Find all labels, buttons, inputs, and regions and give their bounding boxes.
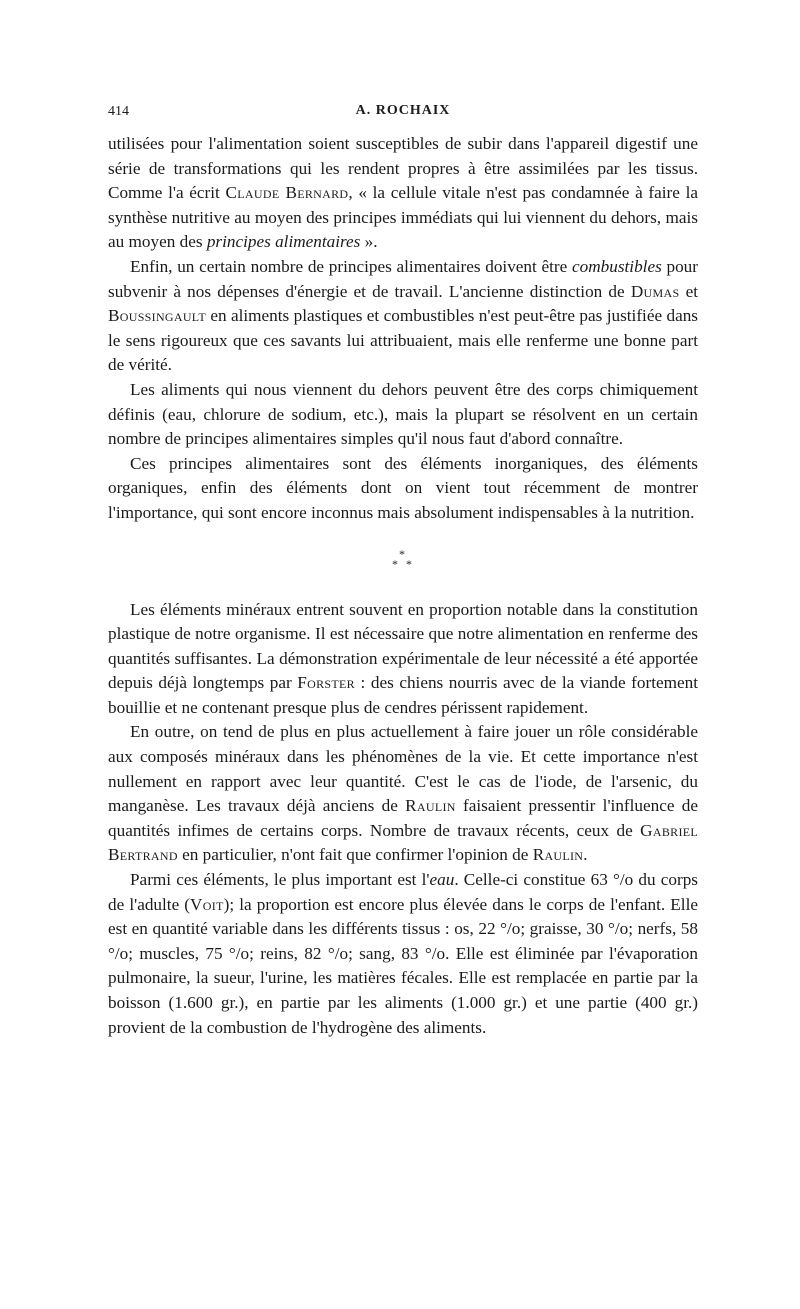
emphasis: combustibles xyxy=(572,256,662,276)
asterism-divider xyxy=(108,526,698,598)
paragraph xyxy=(108,720,698,868)
page-header xyxy=(108,100,698,132)
author-name: Voit xyxy=(190,894,224,914)
text-run: pour subvenir à nos dépenses d'énergie et de travail. L'ancienne distinction de xyxy=(108,256,698,301)
asterism-star: * xyxy=(406,556,412,571)
paragraph: Les aliments qui nous viennent du dehors peuvent être des corps chimiquement définis (eau, chlorure de sodium, etc.), mais la plupart se résolvent en un certain nombre de principes alimentaires simples qu'il nous faut d'abord connaître. xyxy=(108,379,698,449)
paragraph xyxy=(108,598,698,721)
page-number: 414 xyxy=(108,104,129,119)
emphasis: eau xyxy=(429,870,455,890)
paragraph xyxy=(108,255,698,378)
text-run: en aliments plastiques et combustibles n'est peut-être pas justifiée dans le sens rigoureux que ces savants lui attribuaient, mais elle renferme une bonne part de vérité. xyxy=(108,306,698,375)
running-head: A. ROCHAIX xyxy=(355,103,451,118)
text-run: En outre, on tend de plus en plus actuellement à faire jouer un rôle considérable aux composés minéraux dans les phénomènes de la vie. Et cette importance n'est nullement en rapport avec leur quantité. C'est le cas de l'iode, de l'arsenic, du manganèse. Les travaux déjà anciens de xyxy=(108,722,698,816)
text-run: ». xyxy=(360,232,378,252)
paragraph xyxy=(108,868,698,1040)
text-run: . xyxy=(583,845,588,865)
text-run: faisaient pressentir l'influence de quantités infimes de certains corps. Nombre de travaux récents, ceux de xyxy=(108,796,698,840)
emphasis: principes alimentaires xyxy=(206,232,361,252)
author-name: Claude Bernard xyxy=(225,183,349,203)
paragraph xyxy=(108,132,698,255)
text-run: utilisées pour l'alimentation soient susceptibles de subir dans l'appareil digestif une série de transformations qui les rendent propres à être assimilées par les tissus. Comme l'a écrit xyxy=(108,134,698,203)
body-text xyxy=(108,132,698,1040)
text-run: et xyxy=(679,281,698,301)
paragraph: Ces principes alimentaires sont des éléments inorganiques, des éléments organiques, enfin des éléments dont on vient tout récemment de montrer l'importance, qui sont encore inconnus mais absolument indispensables à la nutrition. xyxy=(108,453,698,522)
asterism-star: * xyxy=(399,546,405,561)
author-name: Raulin xyxy=(405,796,456,816)
text-run: Les éléments minéraux entrent souvent en proportion notable dans la constitution plastique de notre organisme. Il est nécessaire que notre alimentation en renferme des quantités suffisantes. La démonstration expérimentale de leur nécessité a été apportée depuis déjà longtemps par xyxy=(108,599,698,693)
author-name: Gabriel Bertrand xyxy=(108,820,698,865)
text-run: . Celle-ci constitue 63 °/o du corps de l'adulte ( xyxy=(108,870,698,914)
author-name: Forster xyxy=(297,673,355,693)
text-run: Enfin, un certain nombre de principes alimentaires doivent être xyxy=(130,256,573,276)
text-run: en particulier, n'ont fait que confirmer l'opinion de xyxy=(177,845,533,865)
text-run: ); la proportion est encore plus élevée dans le corps de l'enfant. Elle est en quantité variable dans les différents tissus : os, 22 °/o; graisse, 30 °/o; nerfs, 58 °/o; muscles, 75 °/o; reins, 82 °/o; sang, 83 °/o. Elle est éliminée par l'évaporation pulmonaire, la sueur, l'urine, les matières fécales. Elle est remplacée en partie par la boisson (1.600 gr.), en partie par les aliments (1.000 gr.) et une partie (400 gr.) provient de la combustion de l'hydrogène des aliments. xyxy=(108,894,698,1037)
asterism-star: * xyxy=(392,556,398,571)
text-run: Parmi ces éléments, le plus important est l' xyxy=(130,870,430,890)
author-name: Raulin xyxy=(532,845,584,865)
author-name: Boussingault xyxy=(108,306,206,326)
author-name: Dumas xyxy=(630,281,680,301)
book-page xyxy=(108,100,698,1040)
text-run: , « la cellule vitale n'est pas condamnée à faire la synthèse nutritive au moyen des principes immédiats qui lui viennent du dehors, mais au moyen des xyxy=(108,183,698,252)
text-run: : des chiens nourris avec de la viande fortement bouillie et ne contenant presque plus de cendres périssent rapidement. xyxy=(108,673,698,717)
